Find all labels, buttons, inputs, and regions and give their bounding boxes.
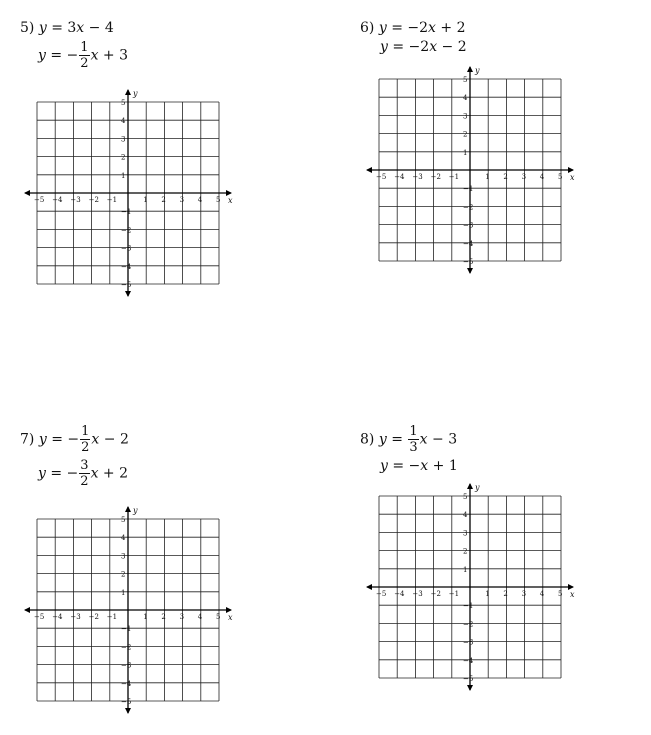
equation-line: y = − $\frac{3}{2}$ x + 2 [38,458,129,489]
y-tick-label: 4 [121,534,126,543]
y-tick-label: 3 [121,135,126,144]
x-tick-label: −3 [70,196,81,204]
y-axis-arrow-down [125,291,131,297]
equation-line: y = −2x − 2 [380,39,467,55]
equation-line: y = −x + 1 [380,458,458,474]
x-tick-label: −1 [448,590,460,598]
x-tick-label: 1 [485,590,490,598]
x-tick-label: −2 [430,173,441,181]
grid-group [366,483,575,691]
x-tick-label: −1 [106,196,118,204]
y-tick-label: −2 [463,620,474,629]
y-tick-label: −1 [463,602,474,611]
equation-line: 7) y = − $\frac{1}{2}$ x − 2 [20,424,129,455]
y-tick-label: −5 [121,698,132,706]
x-axis-label: x [228,196,233,205]
y-tick-label: 5 [463,76,468,84]
y-tick-label: −2 [463,203,474,212]
x-tick-label: 5 [216,196,221,204]
problem-number: 7) [20,431,35,448]
x-tick-label: −4 [394,590,405,598]
x-tick-label: −3 [412,590,423,598]
x-tick-label: 4 [197,613,203,621]
x-tick-label: 4 [539,590,545,598]
y-tick-label: 5 [121,99,126,107]
y-tick-label: 1 [121,588,126,597]
x-tick-label: −3 [412,173,423,181]
grid-group [24,89,233,297]
x-tick-label: −1 [448,173,460,181]
y-tick-label: 5 [463,493,468,501]
fraction: $\frac{3}{2}$ [80,458,89,489]
y-tick-label: −5 [121,281,132,289]
y-tick-label: −2 [121,643,132,652]
x-axis-arrow-left [366,584,372,590]
x-tick-label: 3 [179,196,185,204]
y-axis-label: y [475,483,480,492]
grid-group [24,506,233,714]
y-axis-arrow-down [125,708,131,714]
y-tick-label: −1 [121,625,132,634]
coordinate-grid [23,88,239,298]
y-tick-label: 3 [463,529,468,538]
x-tick-label: 5 [558,173,563,181]
y-tick-label: 4 [121,117,126,126]
y-tick-label: 1 [463,565,468,574]
problem-number: 8) [360,431,375,448]
y-axis-label: y [133,89,138,98]
y-tick-label: −5 [463,675,474,683]
x-tick-label: 1 [143,196,148,204]
y-tick-label: −3 [463,221,474,230]
y-tick-label: −1 [463,185,474,194]
x-tick-label: 2 [161,196,166,204]
y-axis-arrow-up [125,506,131,512]
fraction: $\frac{1}{3}$ [409,424,418,455]
y-tick-label: −3 [121,661,132,670]
y-axis-arrow-up [467,483,473,489]
y-tick-label: 4 [463,94,468,103]
x-tick-label: −1 [106,613,118,621]
y-axis-arrow-up [467,66,473,72]
y-tick-label: 2 [121,570,126,579]
y-tick-label: −5 [463,258,474,266]
equation-line: 8) y = $\frac{1}{3}$ x − 3 [360,424,458,455]
y-tick-label: 3 [121,552,126,561]
x-tick-label: 3 [521,590,527,598]
x-axis-label: x [570,173,575,182]
y-tick-label: −4 [121,679,132,688]
x-tick-label: 5 [558,590,563,598]
x-tick-label: −2 [430,590,441,598]
x-tick-label: 4 [197,196,203,204]
y-tick-label: −2 [121,226,132,235]
equation-line: 5) y = 3x − 4 [20,20,114,36]
y-axis-label: y [133,506,138,515]
x-tick-label: 2 [503,590,508,598]
x-tick-label: −4 [52,196,63,204]
problem-number: 6) [360,20,375,36]
x-tick-label: −4 [52,613,63,621]
x-axis-arrow-left [366,167,372,173]
equation-line: y = − $\frac{1}{2}$ x + 3 [38,40,129,71]
coordinate-grid [365,65,581,275]
x-tick-label: −5 [376,173,387,181]
coordinate-grid [23,505,239,715]
y-axis-arrow-down [467,268,473,274]
x-axis-arrow-left [24,607,30,613]
x-tick-label: −3 [70,613,81,621]
y-axis-label: y [475,66,480,75]
fraction: $\frac{1}{2}$ [80,40,89,71]
x-tick-label: 5 [216,613,221,621]
y-axis-arrow-down [467,685,473,691]
x-tick-label: −2 [88,196,99,204]
y-tick-label: 1 [463,148,468,157]
x-tick-label: −5 [34,613,45,621]
x-tick-label: 4 [539,173,545,181]
x-tick-label: −5 [376,590,387,598]
y-tick-label: 5 [121,516,126,524]
y-tick-label: −1 [121,208,132,217]
y-tick-label: −4 [121,262,132,271]
grid-group [366,66,575,274]
y-tick-label: 1 [121,171,126,180]
x-tick-label: 3 [521,173,527,181]
x-tick-label: −5 [34,196,45,204]
y-tick-label: −3 [121,244,132,253]
y-tick-label: 4 [463,511,468,520]
y-tick-label: −4 [463,656,474,665]
x-tick-label: 3 [179,613,185,621]
problem-number: 5) [20,20,35,36]
x-tick-label: 1 [143,613,148,621]
x-axis-label: x [570,590,575,599]
x-tick-label: 2 [503,173,508,181]
y-tick-label: 3 [463,112,468,121]
x-tick-label: −2 [88,613,99,621]
y-tick-label: 2 [463,130,468,139]
y-tick-label: 2 [121,153,126,162]
x-tick-label: −4 [394,173,405,181]
fraction: $\frac{1}{2}$ [81,424,90,455]
equation-line: 6) y = −2x + 2 [360,20,466,36]
y-axis-arrow-up [125,89,131,95]
y-tick-label: −3 [463,638,474,647]
x-tick-label: 1 [485,173,490,181]
y-tick-label: −4 [463,239,474,248]
x-tick-label: 2 [161,613,166,621]
x-axis-arrow-left [24,190,30,196]
coordinate-grid [365,482,581,692]
x-axis-label: x [228,613,233,622]
y-tick-label: 2 [463,547,468,556]
